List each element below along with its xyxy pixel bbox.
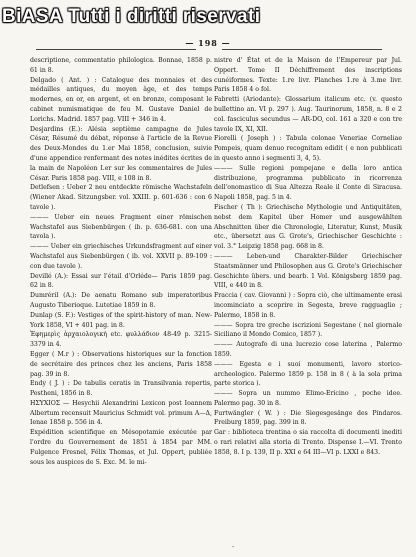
entry-paragraph: Fischer ( Th ): Griechische Mythologie und Antiquitäten, nebst dem Kapitel über Homer und ausgewählten Abschnitten über die Chronologie, Literatur, Kunst, Musik etc., übersetzt aus G. Grote's, Griechischer Geschichte : vol. 3.° Leipzig 1858 pag. 668 in 8. — [214, 203, 402, 251]
watermark-banner: BiASA Tutti i diritti riservati — [2, 6, 261, 27]
entry-paragraph: Ἐφημερὶς ἀρχαιολογική etc. φυλλάδιον 48-49 p. 3215-3379 in 4. — [30, 331, 212, 349]
left-column — [30, 56, 212, 467]
page-number: — 198 — — [185, 38, 231, 48]
entry-paragraph: Endy ( J. ) : De tabulis ceratis in Transilvania repertis, Pestheni, 1856 in 8. — [30, 380, 212, 398]
entry-paragraph: Fraccia ( cav. Giovanni ) : Sopra ciò, che ultimamente erasi incominciato a scoprire in Segesta, breve ragguaglio ; Palermo, 1858 in 8. — [214, 292, 402, 319]
entry-paragraph: ——— Sopra un nummo Elimo-Ericino , poche idee. Palermo pag. 30 in 8. — [214, 390, 402, 407]
entry-paragraph: ——— Ueber ein griechisches Urkundsfragment auf einer Wachstafel aus Siebenbürgen ( ib. vol. XXVII p. 89-109 : con due tavole ). — [30, 243, 212, 270]
entry-paragraph: Detlefsen : Ueber 2 neu entdeckte römische Wachstafeln (Wiener Akad. Sitzungsber. vol. XXIII. p. 601-636 : con 6 tavole ). — [30, 184, 212, 211]
entry-paragraph: Furtwängler ( W. ) : Die Siegesgesänge des Pindaros. Freiburg 1859, pag. 399 in 8. — [214, 409, 402, 427]
entry-paragraph: descriptione, commentatio philologica. Bonnae, 1858 p. 61 in 8. — [30, 57, 212, 74]
entry-paragraph: Desjardins (E.): Alésia septième campagne de Jules César, Résumé du débat, réponse à l'article de la Revue des Deux-Mondes du 1.er Mai 1858, conclusion, suivie d'une appendice renfermant des notes inédites écrites de la main de Napoléon I.er sur les commentaires de Jules César. Paris 1858 pag. VIII, e 108 in 8. — [30, 125, 212, 182]
entry-paragraph: Gar : biblioteca trentina o sia raccolta di documenti inediti o rari relativi alla storia di Trento. Dispense I.—VI. Trento 1858, 8. I p. 139, II p. XXI e 64 III—VI p. LXXI e 843. — [214, 429, 402, 456]
entry-paragraph: Fabretti (Ariodante): Glossarium italicum etc. (v. questo bullettino an. VI p. 297 ). Aug. Taurinorum, 1858, n. 8 e 2 col. fasciculus secundus — AR-DO, col. 161 a 320 e con tre tavole IX, XI, XII. — [214, 96, 402, 133]
entry-paragraph: ΗΣΥΧΙΟΣ — Hesychii Alexandrini Lexicon post Ioannem Albertum recensuit Mauricius Schmidt vol. primum A—Δ, Ienae 1858 p. 556 in 4. — [30, 399, 212, 427]
entry-paragraph: ——— Sulle regioni pompejane e della loro antica distribuzione, programma pubblicato in ricorrenza dell'onomastico di Sua Altezza Reale il Conte di Siracusa. Napoli 1858, pag. 5 in 4. — [214, 164, 402, 202]
entry-paragraph: Dunlap (S. F.): Vestiges of the spirit-history of man. New-York 1858, VI + 401 pag. in 8. — [30, 311, 212, 329]
entry-paragraph: Dumréril (A.): De aenatu Romano sub imperatoribus Augusto Tiberioque. Lutetiae 1859 in 8. — [30, 292, 212, 309]
footer-mark: - — [232, 543, 235, 551]
entry-paragraph: Devillé (A.): Essai sur l'étail d'Orléde— Paris 1859 pag. 62 in 8. — [30, 272, 212, 290]
entry-paragraph: ——— Ueber ein neues Fragment einer römischen Wachstafel aus Siebenbürgen ( ib. p. 636-681. con una tavola ). — [30, 213, 212, 241]
right-column — [214, 56, 402, 458]
entry-paragraph: Fiorelli ( Joseph ) : Tabula colonae Veneriae Corneliae Pompeis, quam denuo recognitam edidit ( e non pubblicati in questo anno i segmenti 3, 4, 5). — [214, 135, 402, 162]
entry-paragraph: ——— Leben-und Charakter-Bilder Griechischer Staatsmänner und Philosophen aus G. Grote's Griechischer Geschichte übers. und bearb. 1 Vol. Königsberg 1859 pag. VIII, e 440 in 8. — [214, 252, 402, 290]
entry-paragraph: ——— Sopra tre greche iscrizioni Segestane ( nel giornale Siciliano il Mondo Comico, 1857 ). — [214, 321, 402, 339]
entry-paragraph: ——— Autografo di una lucrezio cose laterina , Palermo 1859. — [214, 341, 402, 358]
entry-paragraph: Delgado ( Ant. ) : Catalogue des monnaies et des médailles antiques, du moyen âge, et des temps modernes, en or, en argent, et en bronze, composant le cabinet numismatique de feu M. Gustave Daniel de Lorichs. Madrid. 1857 pag. VIII + 346 in 4. — [30, 76, 212, 123]
entry-paragraph: ——— Egesta e i suoi monumenti, lavoro storico-archeologico. Palermo 1859 p. 158 in 8 ( à la sola prima parte storica ). — [214, 360, 402, 388]
header-rule-left — [36, 49, 196, 50]
entry-paragraph: nistre d' État et de la Maison de l'Empereur par Jul. Oppert. Tome II Déchiffrement des inscriptions cunéiformes. Texte: 1.re livr. Planches 1.re à 3.me livr. Paris 1858 4 o fol. — [214, 57, 402, 94]
page-footer — [0, 543, 416, 557]
header-rule-right — [222, 49, 382, 50]
entry-paragraph: Expédition scientifique en Mésopotamie exécutée par l'ordre du Gouvernement de 1851 à 1854 par MM. Fulgence Fresnel, Félix Thomas, et Jul. Oppert, publiée sous les auspices de S. Exc. M. le mi- — [30, 429, 212, 466]
entry-paragraph: Egger ( M.r ) : Observations historiques sur la fonction de secrétaire des princes chez les anciens, Paris 1858 pag. 39 in 8. — [30, 350, 212, 378]
